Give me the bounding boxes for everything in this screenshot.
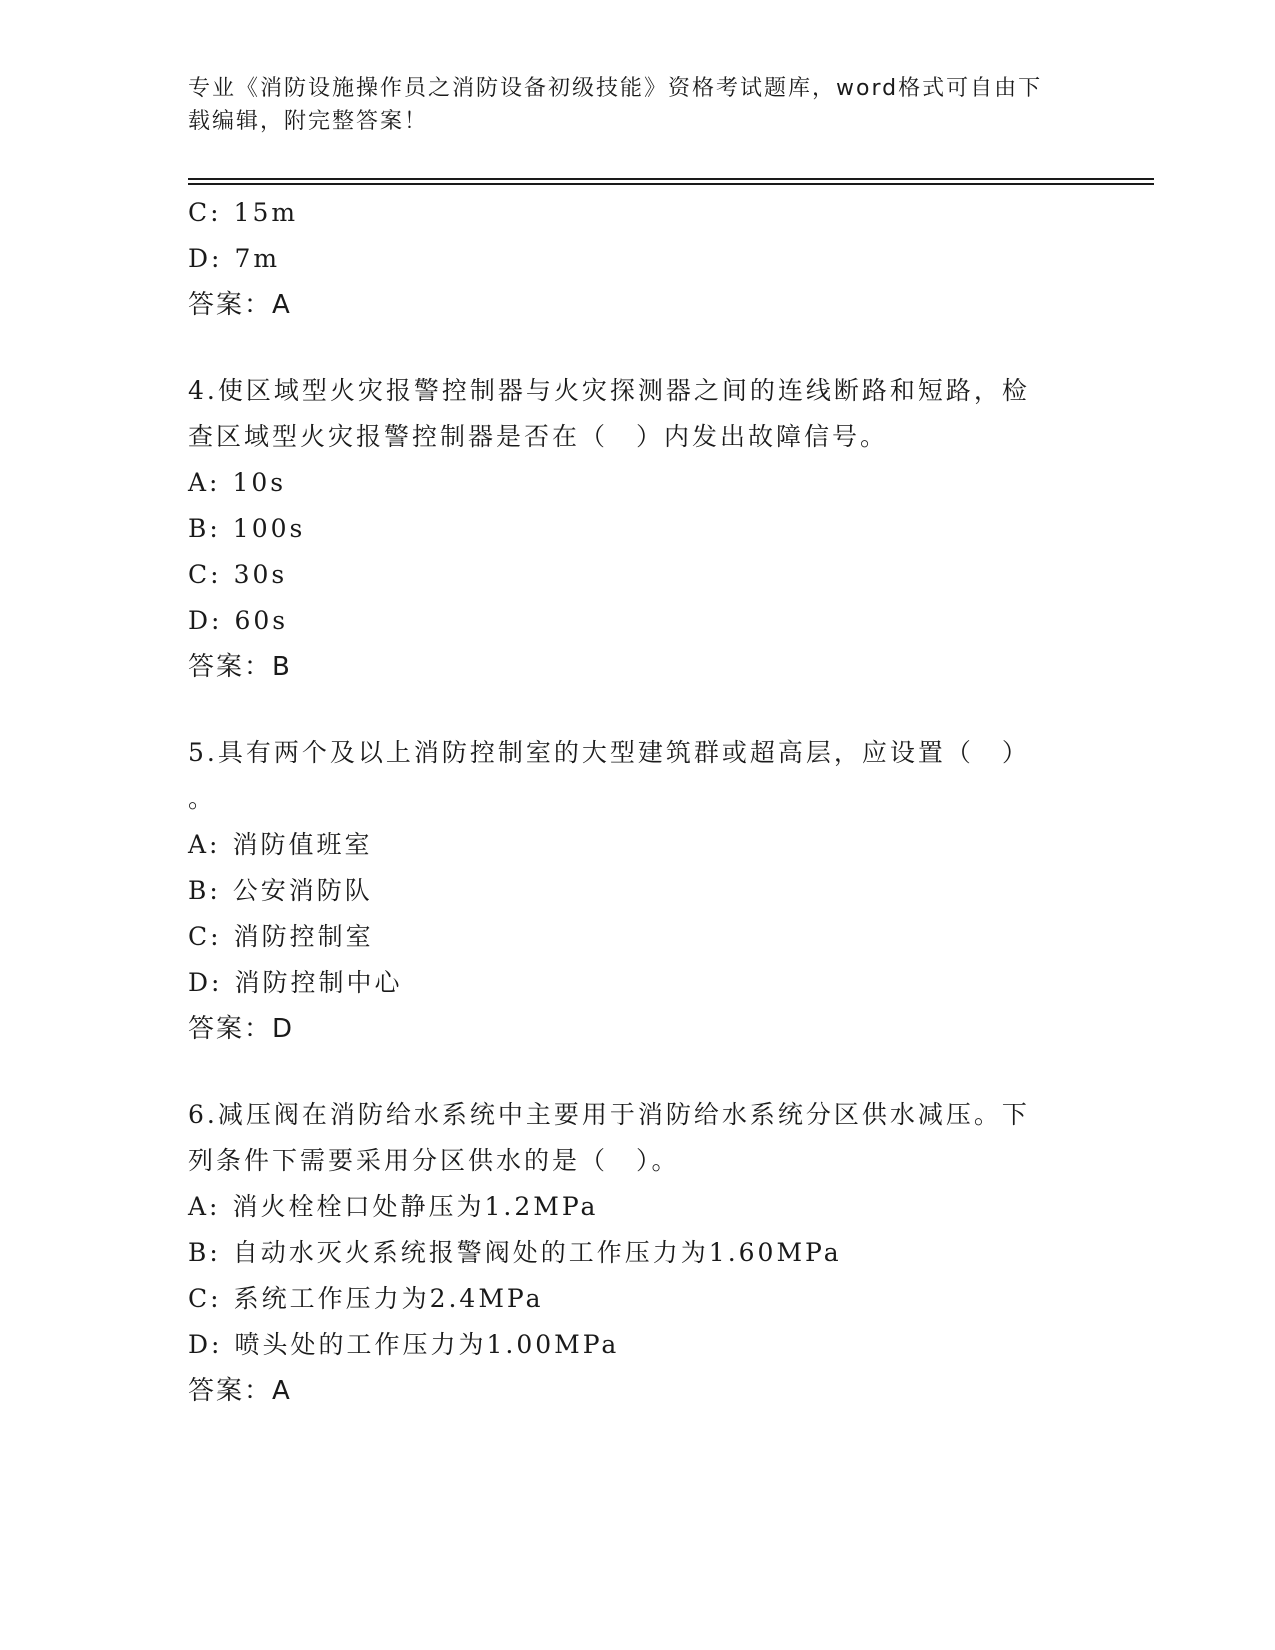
option-text: 消防值班室 [232,830,373,859]
option-key: C: [188,560,222,589]
option-b [188,506,1068,552]
option-text: 自动水灭火系统报警阀处的工作压力为1.60MPa [232,1238,842,1267]
question-stem-line-1: 5.具有两个及以上消防控制室的大型建筑群或超高层，应设置（ ） [188,738,1030,767]
option-a [188,1184,1068,1230]
spacer [188,690,1068,730]
option-text: 系统工作压力为2.4MPa [233,1284,544,1313]
option-c [188,552,1068,598]
option-a [188,460,1068,506]
option-key: D: [188,1330,223,1359]
option-text: 消防控制中心 [234,968,403,997]
option-c [188,190,1068,236]
header-line-1: 专业《消防设施操作员之消防设备初级技能》资格考试题库，word格式可自由下 [188,76,1043,101]
option-text: 消火栓栓口处静压为1.2MPa [232,1192,599,1221]
question-list [188,190,1068,1414]
option-key: C: [188,198,222,227]
question-stem-line-2: 查区域型火灾报警控制器是否在（ ）内发出故障信号。 [188,422,889,451]
option-key: D: [188,244,223,273]
option-key: A: [188,468,221,497]
option-key: D: [188,968,223,997]
question-3-tail [188,190,1068,328]
question-stem-line-2: 。 [188,784,217,813]
option-key: A: [188,1192,221,1221]
option-d [188,236,1068,282]
question-5 [188,730,1068,1052]
option-key: D: [188,606,223,635]
header-line-2: 载编辑，附完整答案！ [188,109,429,134]
option-c [188,914,1068,960]
header-divider-top [188,178,1154,180]
option-d [188,1322,1068,1368]
option-text: 7m [234,244,281,273]
question-6 [188,1092,1068,1414]
option-text: 30s [233,560,288,589]
spacer [188,328,1068,368]
option-text: 公安消防队 [232,876,373,905]
answer-line: 答案：A [188,1376,292,1406]
option-key: B: [188,1238,221,1267]
option-b [188,868,1068,914]
option-text: 60s [234,606,289,635]
answer-line: 答案：B [188,652,292,682]
option-a [188,822,1068,868]
option-key: A: [188,830,221,859]
page-header [188,72,1068,138]
question-stem-line-1: 4.使区域型火灾报警控制器与火灾探测器之间的连线断路和短路，检 [188,376,1030,405]
question-stem-line-2: 列条件下需要采用分区供水的是（ ）。 [188,1146,680,1175]
option-d [188,960,1068,1006]
option-text: 15m [233,198,299,227]
option-key: B: [188,514,221,543]
option-text: 消防控制室 [233,922,374,951]
option-text: 10s [232,468,287,497]
option-key: B: [188,876,221,905]
option-key: C: [188,922,222,951]
answer-line: 答案：A [188,290,292,320]
answer-line: 答案：D [188,1014,295,1044]
header-divider-bottom [188,183,1154,185]
question-4 [188,368,1068,690]
option-b [188,1230,1068,1276]
spacer [188,1052,1068,1092]
option-text: 喷头处的工作压力为1.00MPa [234,1330,620,1359]
option-text: 100s [232,514,306,543]
option-key: C: [188,1284,222,1313]
option-d [188,598,1068,644]
option-c [188,1276,1068,1322]
question-stem-line-1: 6.减压阀在消防给水系统中主要用于消防给水系统分区供水减压。下 [188,1100,1030,1129]
